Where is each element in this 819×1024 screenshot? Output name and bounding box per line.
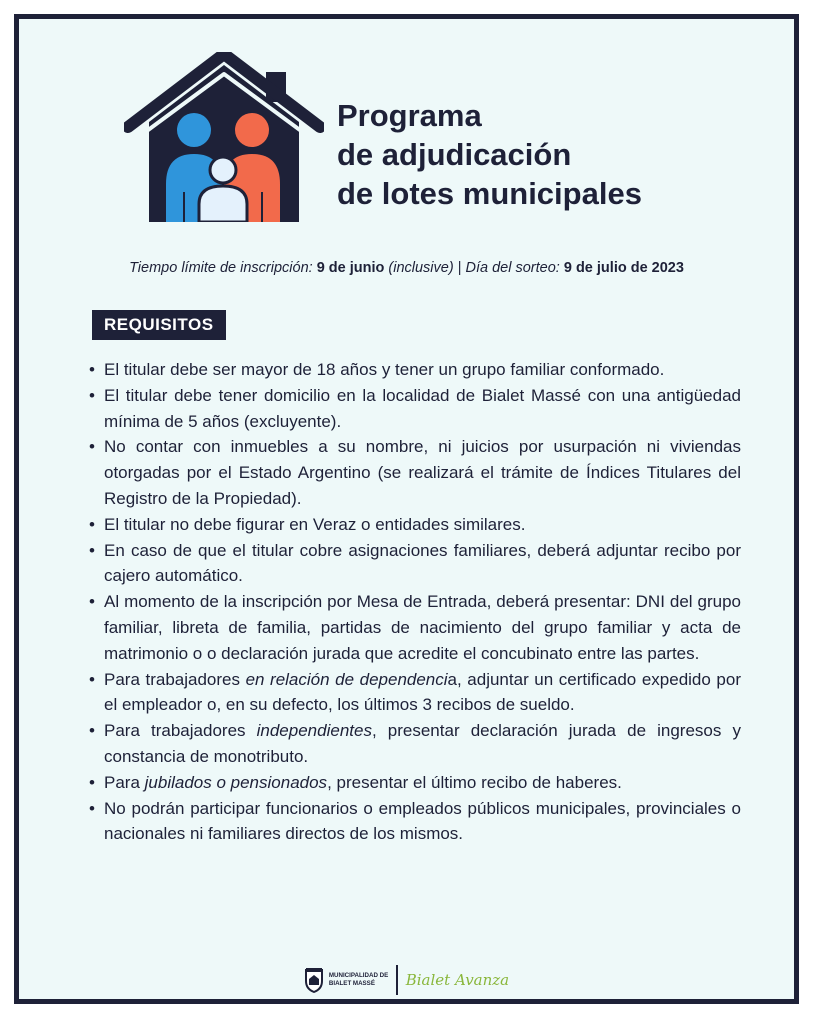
requirements-heading: REQUISITOS [92, 310, 226, 340]
requirements-list [89, 357, 741, 847]
item-text: Para trabajadores [104, 721, 257, 741]
slogan: Bialet Avanza [405, 971, 510, 989]
list-item: • En caso de que el titular cobre asignaciones familiares, deberá adjuntar recibo por cajero automático. [89, 538, 741, 590]
municipal-crest-icon [304, 967, 324, 993]
list-item: • El titular no debe figurar en Veraz o entidades similares. [89, 512, 741, 538]
list-item [89, 667, 741, 719]
municipality-line-2: BIALET MASSÉ [328, 980, 375, 987]
item-text: a, adjuntar un certificado expedido por el empleador o, en su defecto, los últimos 3 recibos de sueldo. [104, 669, 741, 715]
house-family-icon [124, 52, 324, 222]
list-item: • El titular debe ser mayor de 18 años y tener un grupo familiar conformado. [89, 357, 741, 383]
list-item: • No contar con inmuebles a su nombre, ni juicios por usurpación ni viviendas otorgadas por el Estado Argentino (se realizará el trámite de Índices Titulares del Registro de la Propiedad). [89, 434, 741, 511]
municipality-name [329, 972, 388, 988]
title-line-2: de adjudicación [337, 137, 572, 172]
deadline-line [19, 260, 794, 276]
deadline-note: (inclusive) [388, 260, 454, 276]
list-item [89, 770, 741, 796]
list-item: • No podrán participar funcionarios o empleados públicos municipales, provinciales o nacionales ni familiares directos de los mismos. [89, 796, 741, 848]
list-item: • El titular debe tener domicilio en la localidad de Bialet Massé con una antigüedad mínima de 5 años (excluyente). [89, 383, 741, 435]
list-item: • Al momento de la inscripción por Mesa de Entrada, deberá presentar: DNI del grupo familiar, libreta de familia, partidas de nacimiento del grupo familiar y acta de matrimonio o o declaración jurada que acredite el concubinato entre las partes. [89, 589, 741, 666]
item-emphasis: independientes [256, 721, 372, 741]
item-text: , presentar declaración jurada de ingresos y constancia de monotributo. [104, 721, 741, 766]
page-title [337, 96, 642, 213]
deadline-separator: | [457, 260, 462, 276]
footer [19, 965, 794, 995]
municipality-line-1: MUNICIPALIDAD DE [328, 972, 389, 979]
footer-divider [396, 965, 398, 995]
poster [14, 14, 799, 1004]
item-emphasis: jubilados o pensionados [144, 772, 328, 792]
item-text: Para trabajadores [104, 669, 246, 689]
title-line-1: Programa [337, 98, 482, 133]
deadline-label: Tiempo límite de inscripción: [129, 260, 313, 276]
item-emphasis: en relación de dependenci [245, 669, 448, 689]
deadline-date: 9 de junio [316, 260, 385, 276]
draw-date: 9 de julio de 2023 [563, 260, 684, 276]
item-text: , presentar el último recibo de haberes. [327, 772, 622, 792]
title-line-3: de lotes municipales [337, 176, 642, 211]
list-item [89, 718, 741, 770]
item-text: Para [104, 772, 145, 792]
draw-label: Día del sorteo: [465, 260, 560, 276]
